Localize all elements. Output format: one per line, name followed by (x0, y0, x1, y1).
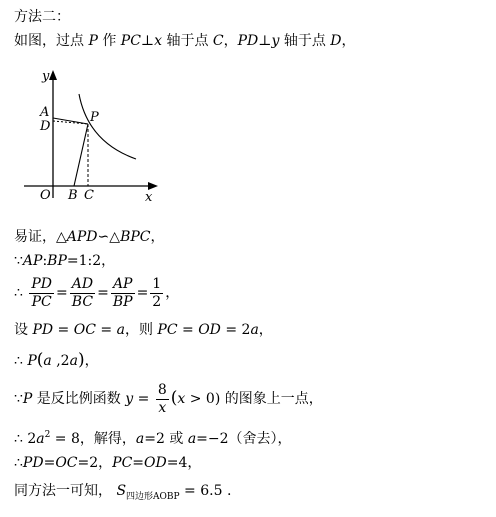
seg-OD: OD (144, 455, 167, 471)
seg-PD: PD (237, 33, 259, 49)
because-symbol: ∵ (14, 253, 23, 269)
seg-PD: PD (22, 455, 44, 471)
label-B: B (68, 188, 78, 203)
var-a: a (135, 431, 145, 447)
seg-PD: PD (32, 322, 54, 338)
text: ∴ 2 (14, 431, 37, 447)
var-y: y (271, 33, 280, 49)
text: =2 或 (144, 431, 188, 447)
paren-open: ( (36, 350, 44, 370)
seg-PC: PC (157, 322, 178, 338)
text: ， (84, 353, 99, 369)
text: =2， (77, 455, 113, 471)
text: ， (258, 322, 273, 338)
denominator: BP (112, 293, 133, 310)
triangle-symbol: △ (109, 229, 121, 245)
intro-line (14, 31, 356, 51)
text: ,2 (51, 353, 70, 369)
subscript: 四边形AOBP (126, 492, 180, 502)
seg-BP: BP (47, 253, 67, 269)
text: ， (223, 33, 238, 49)
triangle-symbol: △ (56, 229, 67, 245)
seg-PC: PC (112, 455, 133, 471)
denominator: 2 (152, 293, 162, 310)
text: ，则 (124, 322, 158, 338)
tri-BPC: BPC (120, 229, 151, 245)
seg-OC: OC (73, 322, 96, 338)
equals: = (56, 285, 68, 301)
area-symbol: S (116, 483, 127, 499)
var-P: P (22, 391, 33, 407)
var-y: y (125, 391, 134, 407)
text: =−2（舍去）， (196, 431, 292, 447)
fraction-AP-BP (111, 276, 135, 311)
text: ， (341, 33, 356, 49)
denominator: PC (31, 293, 52, 310)
exponent: 2 (44, 430, 51, 440)
var-a: a (187, 431, 197, 447)
text: = (133, 391, 154, 407)
proof-line-3 (14, 273, 179, 313)
x-axis-arrow (148, 182, 158, 190)
text: 轴于点 (162, 33, 213, 49)
label-y: y (42, 69, 50, 84)
var-x: x (154, 33, 162, 49)
fraction-PD-PC (29, 276, 54, 311)
text: ， (165, 285, 180, 301)
var-a: a (69, 353, 78, 369)
var-D: D (330, 33, 342, 49)
text: 设 (14, 322, 33, 338)
label-A: A (40, 105, 50, 120)
segment-PB (74, 124, 88, 186)
therefore-symbol: ∴ (14, 455, 23, 471)
text: = (53, 322, 74, 338)
numerator: 8 (157, 381, 167, 398)
numerator: AD (71, 275, 94, 292)
text: 同方法一可知， (14, 483, 117, 499)
text: 如图，过点 (14, 33, 89, 49)
var-P: P (27, 353, 37, 369)
heading: 方法二： (14, 9, 70, 25)
text: 作 (97, 33, 121, 49)
var-C: C (212, 33, 224, 49)
text: = 8，解得， (50, 431, 136, 447)
text: = (177, 322, 199, 338)
seg-AP: AP (22, 253, 43, 269)
proof-line-1 (14, 227, 164, 247)
proof-line-8 (14, 453, 201, 473)
label-O: O (40, 188, 51, 203)
label-x: x (145, 190, 153, 204)
denominator: BC (71, 293, 94, 310)
label-C: C (84, 188, 94, 203)
var-a: a (43, 353, 52, 369)
seg-PC: PC (120, 33, 141, 49)
numerator: PD (31, 275, 53, 292)
label-D: D (40, 119, 51, 134)
fraction-1-2 (150, 276, 163, 311)
y-axis-arrow (49, 70, 57, 80)
text: ， (150, 229, 165, 245)
proof-line-9 (14, 481, 231, 507)
proof-line-2 (14, 251, 115, 271)
paren-close: ) (77, 350, 85, 370)
text: 的图象上一点， (220, 391, 323, 407)
equals: = (97, 285, 109, 301)
text: = (95, 322, 117, 338)
perp-sym: ⊥ (258, 33, 272, 49)
text: = 2 (220, 322, 251, 338)
text: 轴于点 (279, 33, 331, 49)
proof-line-5 (14, 350, 99, 371)
var-P: P (88, 33, 98, 49)
text: : (42, 253, 48, 269)
equals: = (136, 285, 149, 301)
perp-sym: ⊥ (140, 33, 155, 49)
tri-APD: APD (66, 229, 98, 245)
paren-open: ( (170, 388, 178, 408)
var-a: a (250, 322, 259, 338)
var-a: a (36, 431, 45, 447)
label-P: P (90, 110, 99, 125)
denominator: x (158, 399, 167, 416)
text: 是反比例函数 (32, 391, 126, 407)
similar-symbol: ∽ (97, 229, 110, 245)
geometry-figure (20, 66, 165, 204)
proof-line-4 (14, 320, 273, 340)
therefore-symbol: ∴ (14, 353, 28, 369)
text: 易证， (14, 229, 56, 245)
text: =4， (166, 455, 202, 471)
numerator: 1 (152, 275, 162, 292)
text: =1:2， (66, 253, 116, 269)
fraction-8-x (156, 382, 169, 417)
therefore-symbol: ∴ (14, 285, 23, 301)
because-symbol: ∵ (14, 391, 23, 407)
text: = (43, 455, 56, 471)
seg-OC: OC (55, 455, 78, 471)
proof-line-7 (14, 425, 292, 449)
fraction-AD-BC (70, 276, 95, 311)
proof-line-6 (14, 378, 323, 419)
var-x: x (177, 391, 186, 407)
text: = (132, 455, 145, 471)
numerator: AP (111, 276, 135, 294)
var-a: a (116, 322, 125, 338)
text: > 0) (185, 391, 221, 407)
seg-OD: OD (198, 322, 221, 338)
text: = 6.5 . (179, 483, 232, 499)
